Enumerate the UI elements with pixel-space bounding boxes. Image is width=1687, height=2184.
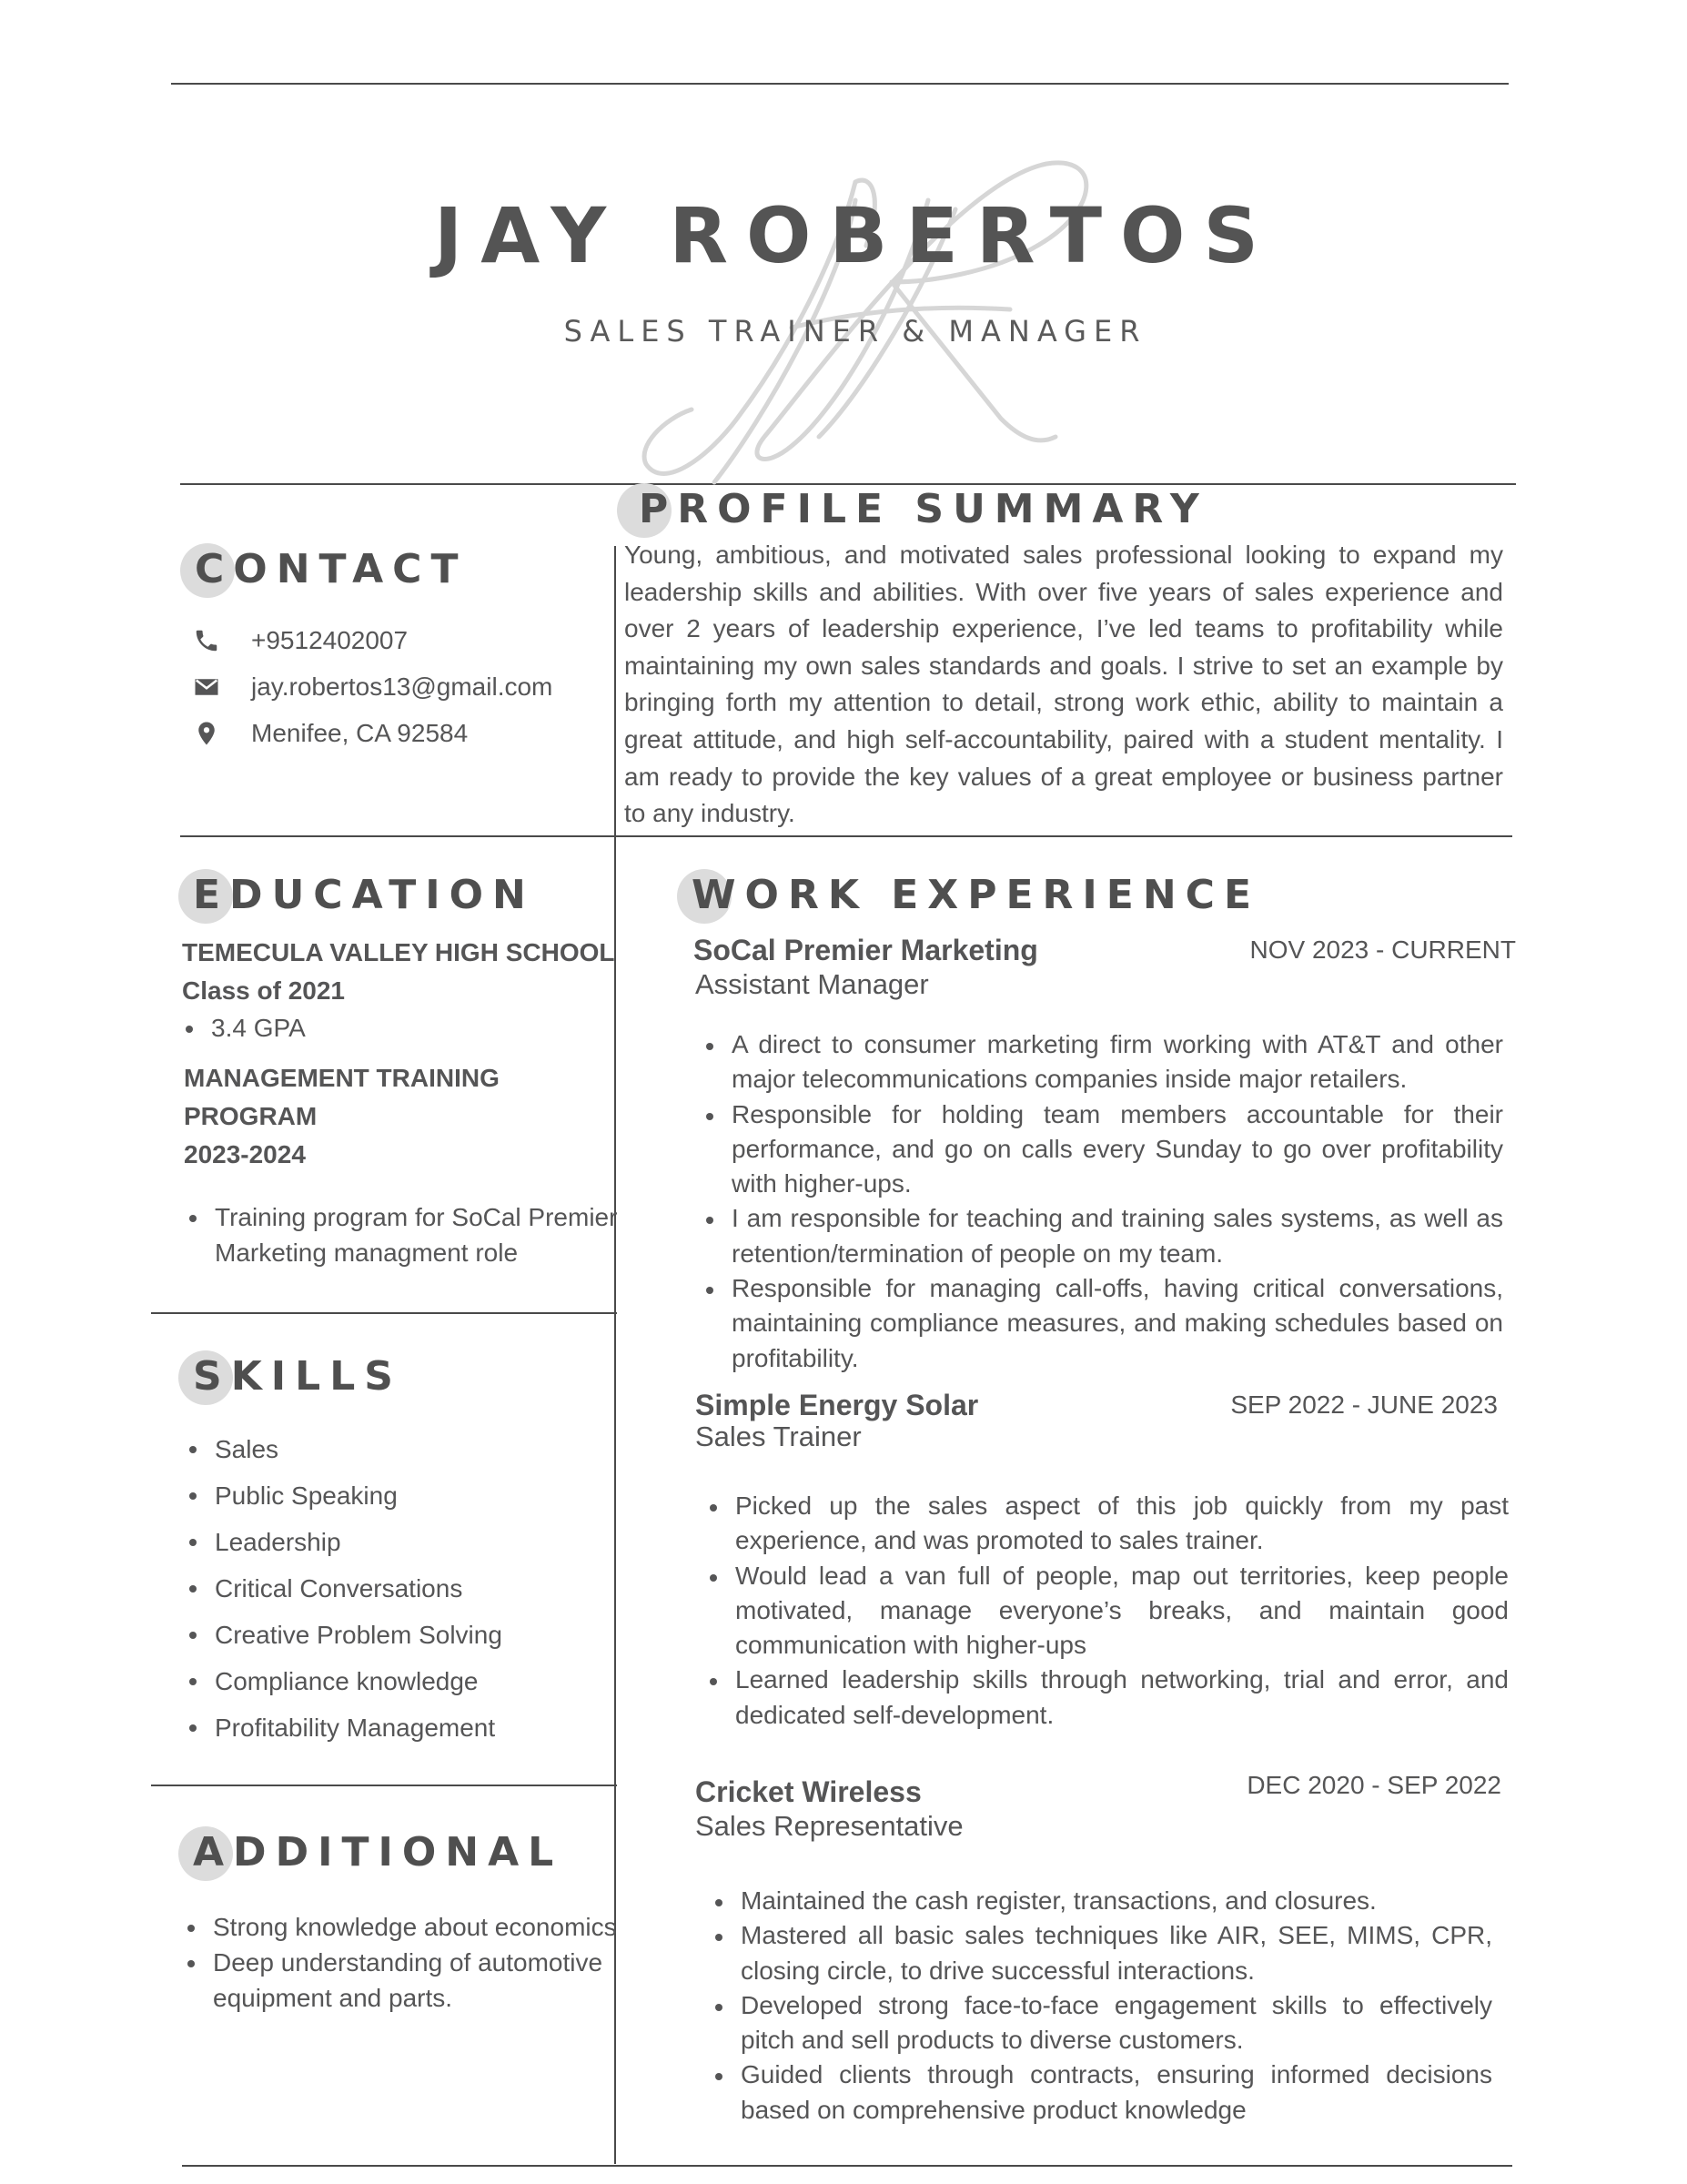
program-name-line2: PROGRAM xyxy=(184,1102,318,1130)
profile-heading: PROFILE SUMMARY xyxy=(639,486,1208,532)
candidate-title: SALES TRAINER & MANAGER xyxy=(563,314,1147,349)
skill-item: Critical Conversations xyxy=(184,1570,602,1616)
skill-item: Compliance knowledge xyxy=(184,1663,602,1709)
education-bottom-rule xyxy=(151,1312,617,1314)
program-years: 2023-2024 xyxy=(184,1140,306,1168)
additional-item: Strong knowledge about economics xyxy=(182,1909,617,1945)
skill-item: Sales xyxy=(184,1431,602,1477)
job-bullet: Mastered all basic sales techniques like AIR, SEE, MIMS, CPR, closing circle, to drive successful interactions. xyxy=(710,1918,1492,1988)
job-dates: DEC 2020 - SEP 2022 xyxy=(1247,1771,1501,1799)
job-bullets xyxy=(710,1884,1492,2128)
skill-item: Public Speaking xyxy=(184,1477,602,1523)
phone-icon xyxy=(193,627,220,654)
additional-heading: ADDITIONAL xyxy=(193,1829,563,1876)
job-company: Cricket Wireless xyxy=(695,1775,922,1808)
job-bullet: Developed strong face-to-face engagement skills to effectively pitch and sell products to diverse customers. xyxy=(710,1988,1492,2058)
job-bullet: Guided clients through contracts, ensuring informed decisions based on comprehensive product knowledge xyxy=(710,2058,1492,2128)
bottom-rule xyxy=(182,2165,1512,2167)
additional-list xyxy=(182,1909,617,2016)
job-bullets xyxy=(701,1027,1503,1376)
contact-location xyxy=(193,719,468,748)
education-gpa: 3.4 GPA xyxy=(180,1010,608,1046)
profile-text: Young, ambitious, and motivated sales professional looking to expand my leadership skills and abilities. With over five years of sales experience and over 2 years of leadership experience, I’ve led teams to profitability while maintaining my own sales standards and goals. I strive to set an example by bringing forth my attention to detail, strong work ethic, ability to maintain a great attitude, and high self-accountability, paired with a student mentality. I am ready to provide the key values of a great employee or business partner to any industry. xyxy=(624,541,1503,828)
education-heading: EDUCATION xyxy=(193,872,535,918)
work-heading: WORK EXPERIENCE xyxy=(692,872,1260,918)
location-pin-icon xyxy=(193,720,220,747)
skill-item: Leadership xyxy=(184,1523,602,1570)
skill-item: Creative Problem Solving xyxy=(184,1616,602,1663)
program-name-line1: MANAGEMENT TRAINING xyxy=(184,1064,500,1092)
contact-email-text: jay.robertos13@gmail.com xyxy=(251,672,553,701)
education-gpa-list xyxy=(180,1010,608,1046)
job-bullet: Maintained the cash register, transactions, and closures. xyxy=(710,1884,1492,1918)
job-role: Sales Trainer xyxy=(695,1421,862,1452)
skill-item: Profitability Management xyxy=(184,1709,602,1755)
email-icon xyxy=(193,673,220,701)
candidate-name: JAY ROBERTOS xyxy=(434,191,1277,280)
job-bullet: Picked up the sales aspect of this job quickly from my past experience, and was promoted to sales trainer. xyxy=(704,1489,1509,1559)
education-class: Class of 2021 xyxy=(182,976,345,1005)
job-bullet: I am responsible for teaching and training sales systems, as well as retention/termination of people on my team. xyxy=(701,1201,1503,1271)
job-role: Sales Representative xyxy=(695,1810,964,1842)
job-dates: NOV 2023 - CURRENT xyxy=(1249,935,1516,964)
skills-bottom-rule xyxy=(151,1785,617,1786)
job-bullet: Responsible for holding team members accountable for their performance, and go on calls every Sunday to go over profitability with higher-ups. xyxy=(701,1097,1503,1202)
contact-phone-text: +9512402007 xyxy=(251,626,409,654)
job-dates: SEP 2022 - JUNE 2023 xyxy=(1230,1390,1498,1419)
job-bullet: Would lead a van full of people, map out territories, keep people motivated, manage everyone’s breaks, and maintain good communication with higher-ups xyxy=(704,1559,1509,1663)
job-company: SoCal Premier Marketing xyxy=(693,934,1038,966)
job-company: Simple Energy Solar xyxy=(695,1389,979,1421)
skills-list xyxy=(184,1431,602,1755)
contact-email[interactable] xyxy=(193,672,552,702)
education-school: TEMECULA VALLEY HIGH SCHOOL xyxy=(182,938,615,966)
contact-location-text: Menifee, CA 92584 xyxy=(251,719,469,747)
job-bullet: Responsible for managing call-offs, having critical conversations, maintaining compliance measures, and making schedules based on profitability. xyxy=(701,1271,1503,1376)
additional-item: Deep understanding of automotive equipment and parts. xyxy=(182,1945,617,2016)
contact-heading: CONTACT xyxy=(195,546,468,592)
mid-rule xyxy=(180,835,1512,837)
program-bullets xyxy=(184,1199,619,1270)
job-bullet: A direct to consumer marketing firm working with AT&T and other major telecommunications companies inside major retailers. xyxy=(701,1027,1503,1097)
top-rule xyxy=(171,83,1509,85)
job-role: Assistant Manager xyxy=(695,968,929,1000)
job-bullets xyxy=(704,1489,1509,1733)
job-bullet: Learned leadership skills through networking, trial and error, and dedicated self-development. xyxy=(704,1663,1509,1733)
skills-heading: SKILLS xyxy=(193,1353,402,1400)
contact-phone[interactable] xyxy=(193,626,408,655)
program-bullet: Training program for SoCal Premier Marketing managment role xyxy=(184,1199,619,1270)
